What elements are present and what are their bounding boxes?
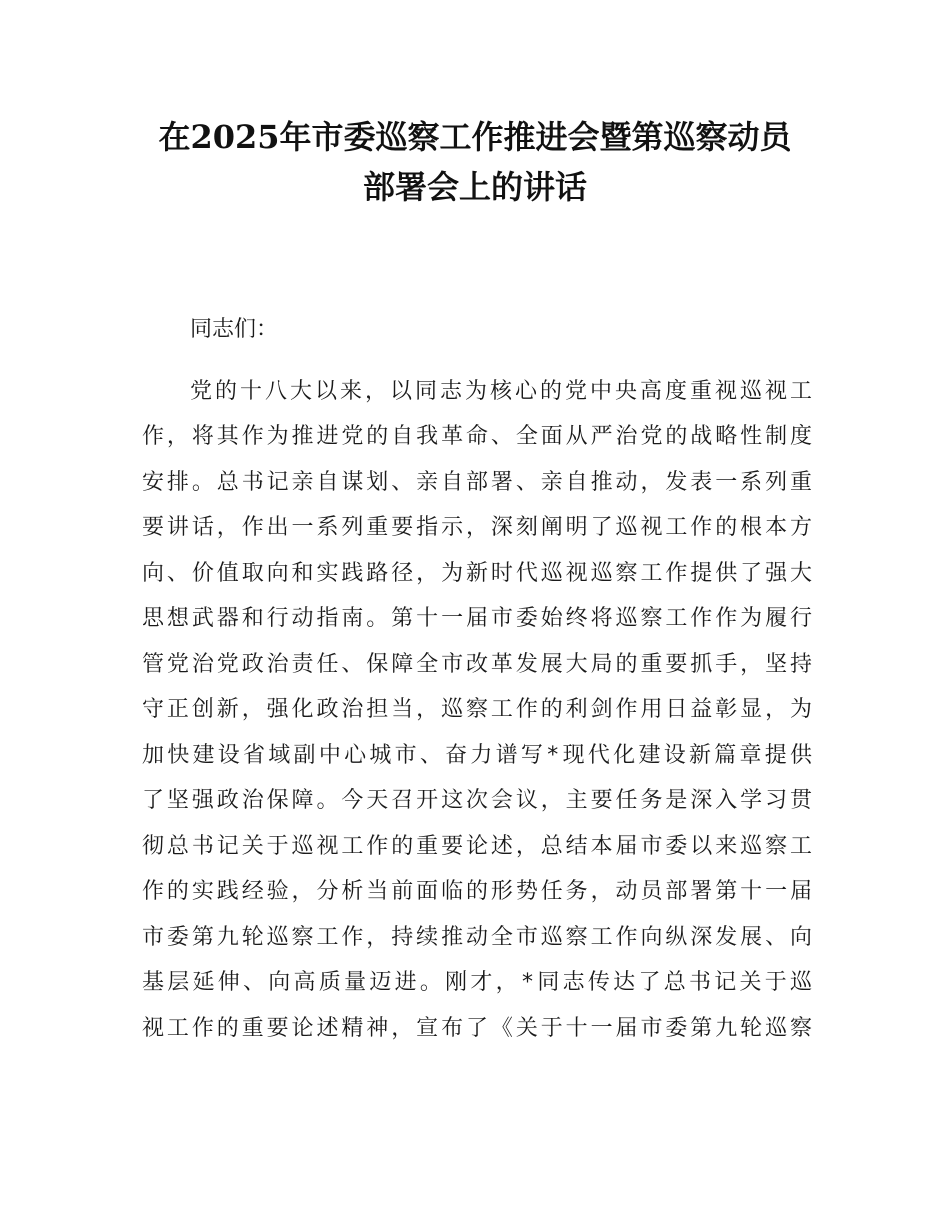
paragraph-line: 党的十八大以来，以同志为核心的党中央高度重视巡视工	[190, 378, 812, 404]
salutation: 同志们：	[190, 317, 279, 342]
document-body	[142, 307, 812, 1051]
paragraph-line: 要讲话，作出一系列重要指示，深刻阐明了巡视工作的根本方	[142, 515, 812, 540]
paragraph-line: 作，将其作为推进党的自我革命、全面从严治党的战略性制度	[142, 424, 812, 449]
paragraph-line: 加快建设省域副中心城市、奋力谱写*现代化建设新篇章提供	[142, 742, 812, 768]
paragraph-line: 作的实践经验，分析当前面临的形势任务，动员部署第十一届	[142, 879, 812, 904]
paragraph-line: 向、价值取向和实践路径，为新时代巡视巡察工作提供了强大	[142, 560, 812, 586]
paragraph-line: 市委第九轮巡察工作，持续推动全市巡察工作向纵深发展、向	[142, 924, 812, 950]
paragraph-line: 安排。总书记亲自谋划、亲自部署、亲自推动，发表一系列重	[142, 469, 812, 495]
paragraph-gap	[142, 353, 812, 369]
paragraph-line: 彻总书记关于巡视工作的重要论述，总结本届市委以来巡察工	[142, 833, 812, 859]
document-title	[120, 112, 830, 212]
paragraph-line: 管党治党政治责任、保障全市改革发展大局的重要抓手，坚持	[142, 651, 812, 677]
title-line-2: 部署会上的讲话	[362, 168, 587, 206]
paragraph-line: 基层延伸、向高质量迈进。刚才，*同志传达了总书记关于巡	[142, 970, 812, 995]
paragraph-line: 了坚强政治保障。今天召开这次会议，主要任务是深入学习贯	[142, 788, 812, 813]
paragraph-line: 思想武器和行动指南。第十一届市委始终将巡察工作作为履行	[142, 606, 812, 631]
title-line-1: 在2025年市委巡察工作推进会暨第巡察动员	[158, 118, 792, 156]
paragraph-line: 守正创新，强化政治担当，巡察工作的利剑作用日益彰显，为	[142, 697, 812, 722]
paragraph-line: 视工作的重要论述精神，宣布了《关于十一届市委第九轮巡察	[142, 1015, 812, 1041]
